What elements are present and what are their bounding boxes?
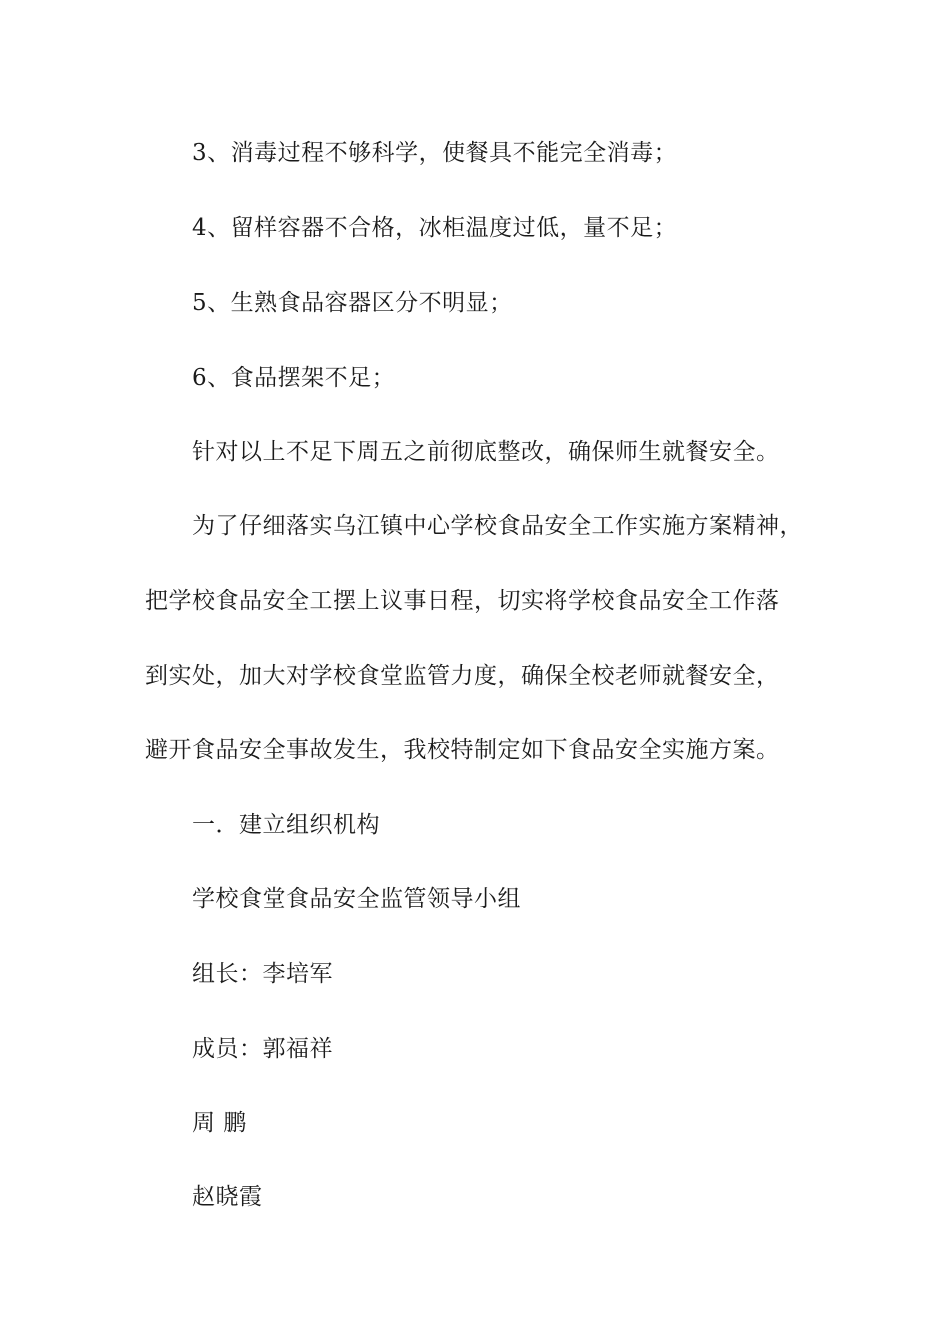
group-leader: 组长：李培军 — [192, 961, 333, 987]
rectification-paragraph: 针对以上不足下周五之前彻底整改，确保师生就餐安全。 — [192, 439, 780, 465]
paragraph-line-3: 到实处，加大对学校食堂监管力度，确保全校老师就餐安全， — [145, 663, 780, 689]
group-member-3: 赵晓霞 — [192, 1184, 263, 1210]
group-member-2: 周 鹏 — [192, 1110, 247, 1136]
paragraph-line-1: 为了仔细落实乌江镇中心学校食品安全工作实施方案精神， — [192, 513, 803, 539]
list-item-disinfection: 3、消毒过程不够科学，使餐具不能完全消毒； — [192, 140, 678, 166]
group-member-1: 成员：郭福祥 — [192, 1036, 333, 1062]
list-item-sample-container: 4、留样容器不合格，冰柜温度过低，量不足； — [192, 215, 678, 241]
paragraph-line-4: 避开食品安全事故发生，我校特制定如下食品安全实施方案。 — [145, 737, 780, 763]
group-title: 学校食堂食品安全监管领导小组 — [192, 886, 521, 912]
paragraph-line-2: 把学校食品安全工摆上议事日程，切实将学校食品安全工作落 — [145, 588, 780, 614]
list-item-food-container: 5、生熟食品容器区分不明显； — [192, 290, 513, 316]
section-heading: 一．建立组织机构 — [192, 812, 380, 838]
list-item-food-rack: 6、食品摆架不足； — [192, 365, 396, 391]
